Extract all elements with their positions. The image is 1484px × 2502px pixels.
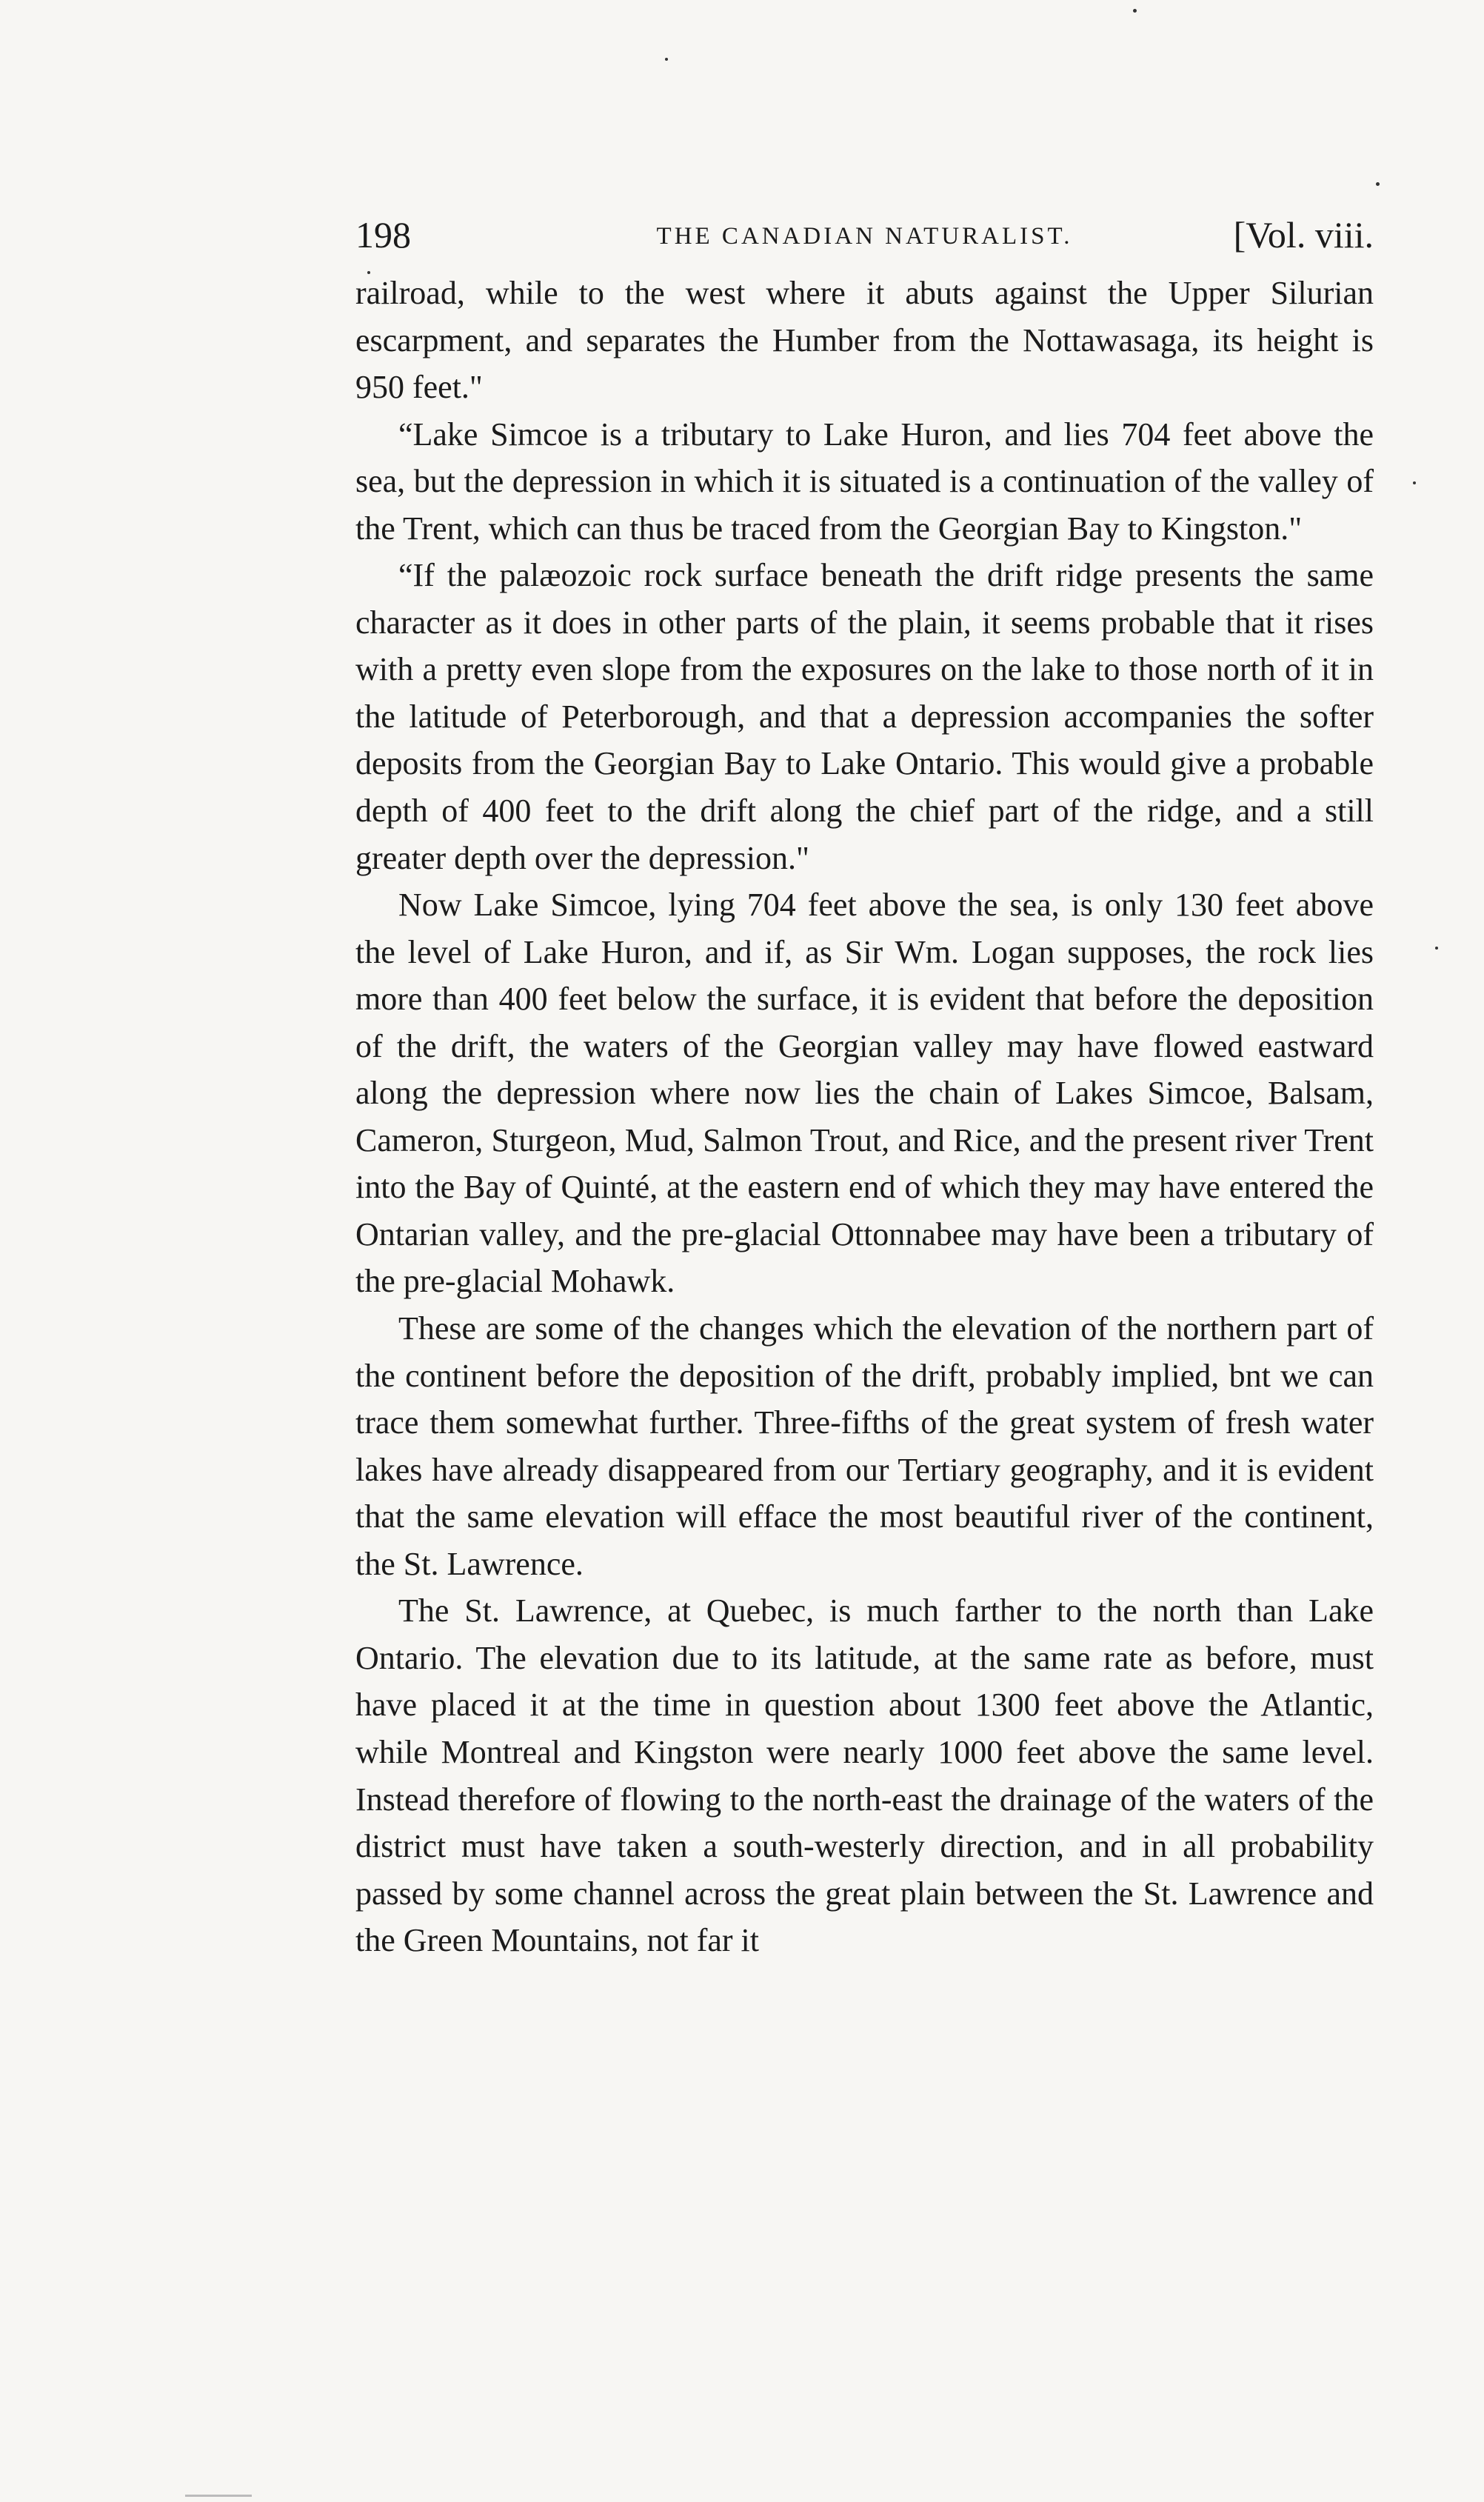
paragraph: Now Lake Simcoe, lying 704 feet above the sea, is only 130 feet above the level of Lake Huron, and if, as Sir Wm. Logan supposes, the rock lies more than 400 feet below the surface, it is evident that before the deposition of the drift, the waters of the Georgian valley may have flowed eastward along the depression where now lies the chain of Lakes Simcoe, Balsam, Cameron, Sturgeon, Mud, Salmon Trout, and Rice, and the present river Trent into the Bay of Quinté, at the eastern end of which they may have entered the Ontarian valley, and the pre-glacial Ottonnabee may have been a tributary of the pre-glacial Mohawk. — [355, 887, 1374, 1300]
scan-speck — [665, 58, 668, 61]
paragraph: “If the palæozoic rock surface beneath the drift ridge presents the same character as it does in other parts of the plain, it seems probable that it rises with a pretty even slope from the exposures on the lake to those north of it in the latitude of Peterborough, and that a depression accompanies the softer deposits from the Georgian Bay to Lake Ontario. This would give a probable depth of 400 feet to the drift along the chief part of the ridge, and a still greater depth over the depression." — [355, 557, 1374, 876]
scan-edge-mark — [185, 2495, 252, 2497]
scan-speck — [1413, 481, 1416, 484]
paragraph: “Lake Simcoe is a tributary to Lake Huron, and lies 704 feet above the sea, but the depression in which it is situated is a continuation of the valley of the Trent, which can thus be traced from the Georgian Bay to Kingston." — [355, 416, 1374, 547]
volume-label: [Vol. viii. — [1233, 214, 1374, 256]
paragraph: The St. Lawrence, at Quebec, is much farther to the north than Lake Ontario. The elevation due to its latitude, at the same rate as before, must have placed it at the time in question about 1300 feet above the Atlantic, while Montreal and Kingston were nearly 1000 feet above the same level. Instead therefore of flowing to the north-east the drainage of the waters of the district must have taken a south-westerly direction, and in all probability passed by some channel across the great plain between the St. Lawrence and the Green Mountains, not far it — [355, 1592, 1374, 1959]
body-text — [355, 270, 1374, 1964]
scan-speck — [1133, 9, 1137, 13]
scan-speck — [1435, 947, 1438, 950]
page-header — [355, 210, 1374, 259]
page-number: 198 — [355, 214, 411, 256]
running-title: THE CANADIAN NATURALIST. — [656, 223, 1073, 250]
paragraph-continued: railroad, while to the west where it abuts against the Upper Silurian escarpment, and separates the Humber from the Nottawasaga, its height is 950 feet." — [355, 275, 1374, 406]
scan-speck — [1376, 182, 1380, 186]
paragraph: These are some of the changes which the elevation of the northern part of the continent before the deposition of the drift, probably implied, bnt we can trace them somewhat further. Three-fifths of the great system of fresh water lakes have already disappeared from our Tertiary geography, and it is evident that the same elevation will efface the most beautiful river of the continent, the St. Lawrence. — [355, 1310, 1374, 1582]
scan-speck — [367, 271, 370, 274]
